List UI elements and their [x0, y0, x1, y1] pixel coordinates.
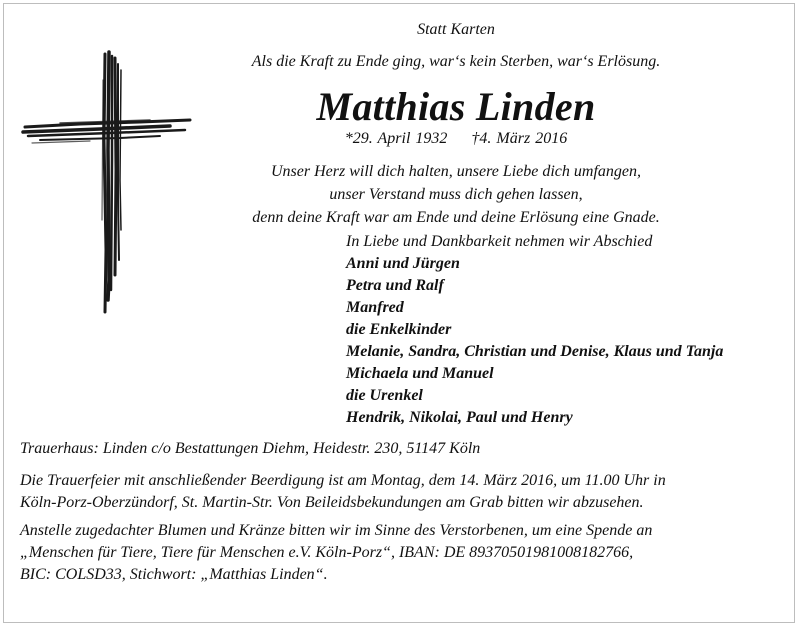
mourning-house-text: Trauerhaus: Linden c/o Bestattungen Diehm, Heidestr. 230, 51147 Köln	[20, 440, 481, 457]
life-dates	[0, 129, 800, 149]
mourners-list	[346, 231, 723, 429]
farewell-text: In Liebe und Dankbarkeit nehmen wir Abschied	[346, 233, 653, 250]
mourner-line: Melanie, Sandra, Christian und Denise, Klaus und Tanja	[346, 343, 724, 360]
motto-text: Als die Kraft zu Ende ging, war‘s kein Sterben, war‘s Erlösung.	[251, 53, 661, 70]
deceased-name: Matthias Linden	[316, 84, 596, 129]
mourner-line: Manfred	[346, 299, 404, 316]
ceremony-line: Die Trauerfeier mit anschließender Beerdigung ist am Montag, dem 14. März 2016, um 11.00 Uhr in	[20, 472, 666, 489]
donation-info	[20, 520, 790, 586]
ceremony-line: Köln-Porz-Oberzündorf, St. Martin-Str. Von Beileidsbekundungen am Grab bitten wir abzusehen.	[20, 494, 644, 511]
ceremony-info	[20, 470, 790, 514]
mourner-line: Michaela und Manuel	[346, 365, 494, 382]
donation-line: BIC: COLSD33, Stichwort: „Matthias Linden“.	[20, 566, 328, 583]
mourner-line: Hendrik, Nikolai, Paul und Henry	[346, 409, 573, 426]
poem-line: Unser Herz will dich halten, unsere Liebe dich umfangen,	[270, 163, 642, 180]
poem-line: denn deine Kraft war am Ende und deine Erlösung eine Gnade.	[252, 209, 660, 226]
birth-date: *29. April 1932	[344, 130, 448, 147]
mourner-line: die Enkelkinder	[346, 321, 452, 338]
death-date: †4. März 2016	[471, 130, 568, 147]
donation-line: „Menschen für Tiere, Tiere für Menschen e.V. Köln-Porz“, IBAN: DE 89370501981008182766,	[20, 544, 634, 561]
mourner-line: Anni und Jürgen	[346, 255, 460, 272]
donation-line: Anstelle zugedachter Blumen und Kränze bitten wir im Sinne des Verstorbenen, um eine Spende an	[20, 522, 653, 539]
mourning-house	[20, 438, 790, 460]
poem-line: unser Verstand muss dich gehen lassen,	[329, 186, 583, 203]
mourner-line: Petra und Ralf	[346, 277, 444, 294]
poem	[0, 160, 800, 229]
mourner-line: die Urenkel	[346, 387, 423, 404]
header-text: Statt Karten	[417, 21, 495, 38]
